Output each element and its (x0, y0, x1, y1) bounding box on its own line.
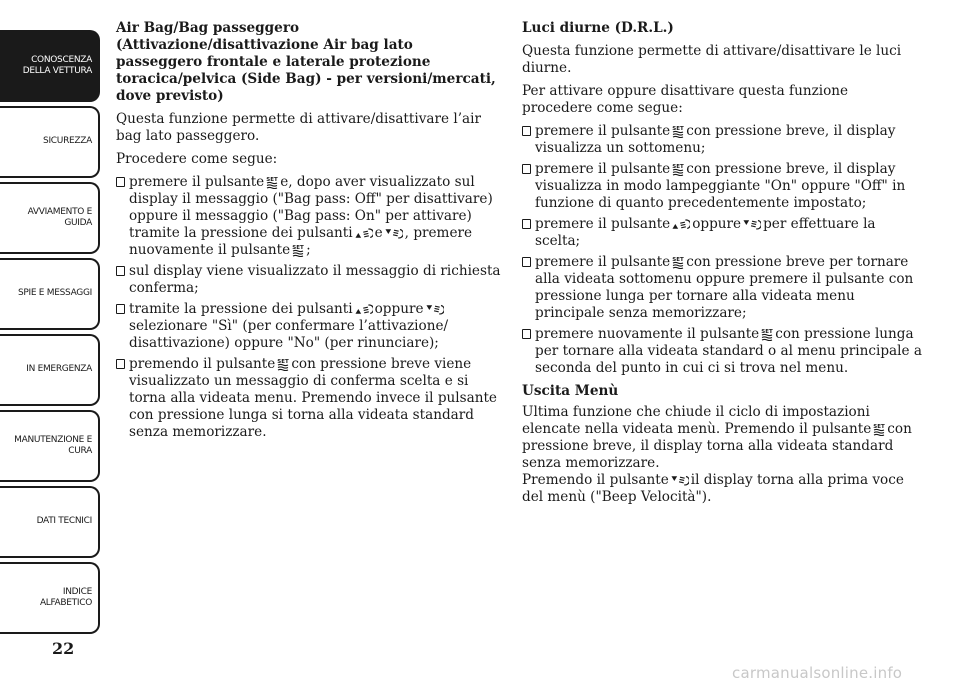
section-heading-airbag: Air Bag/Bag passeggero (Attivazione/disattivazione Air bag lato passeggero frontale e laterale protezione toracica/pelvica (Side Bag) - per versioni/mercati, dove previsto) (116, 20, 496, 104)
tab-spie-e-messaggi[interactable]: SPIE E MESSAGGI (0, 258, 100, 330)
steps-list (522, 123, 922, 377)
procedure-label: Procedere come segue: (116, 151, 278, 167)
set-button-icon (672, 124, 684, 138)
checkbox-bullet-icon (116, 304, 125, 314)
svg-text:SET: SET (761, 329, 773, 335)
list-item: premere il pulsante SET con pressione breve, il display visualizza un sottomenu; (522, 123, 922, 157)
intro-paragraph: Questa funzione permette di attivare/disattivare le luci diurne. (522, 43, 902, 76)
up-button-icon (355, 302, 373, 316)
left-column (116, 20, 501, 447)
tab-in-emergenza[interactable]: IN EMERGENZA (0, 334, 100, 406)
down-button-icon (385, 226, 403, 240)
list-item: premere nuovamente il pulsante SET con pressione lunga per tornare alla videata standard o al menu principale a seconda del punto in cui ci si trova nel menu. (522, 326, 922, 377)
intro-paragraph: Questa funzione permette di attivare/disattivare l’air bag lato passeggero. (116, 111, 481, 144)
checkbox-bullet-icon (116, 177, 125, 187)
set-button-icon (277, 357, 289, 371)
set-button-icon (873, 422, 885, 436)
down-button-icon (671, 473, 689, 487)
down-button-icon (426, 302, 444, 316)
tab-avviamento-e-guida[interactable]: AVVIAMENTO E GUIDA (0, 182, 100, 254)
svg-text:SET: SET (292, 245, 304, 251)
checkbox-bullet-icon (116, 266, 125, 276)
svg-text:SET: SET (873, 424, 886, 430)
page-number: 22 (52, 639, 75, 658)
list-item: tramite la pressione dei pulsanti oppure selezionare "Sì" (per confermare l’attivazione/ disattivazione) oppure "No" (per rinunciare); (116, 301, 501, 352)
svg-text:SET: SET (266, 177, 278, 183)
checkbox-bullet-icon (522, 329, 531, 339)
tab-dati-tecnici[interactable]: DATI TECNICI (0, 486, 100, 558)
set-button-icon (761, 327, 773, 341)
svg-text:SET: SET (277, 359, 290, 365)
svg-text:SET: SET (672, 257, 684, 263)
checkbox-bullet-icon (522, 164, 531, 174)
section-heading-drl: Luci diurne (D.R.L.) (522, 20, 674, 36)
list-item: premere il pulsante SET e, dopo aver visualizzato sul display il messaggio ("Bag pass: Off" per disattivare) oppure il messaggio ("Bag pass: On" per attivare) tramite la pressione dei pulsanti e , premere nuovamente il pulsante SET ; (116, 174, 501, 259)
down-button-icon (743, 217, 761, 231)
checkbox-bullet-icon (116, 359, 125, 369)
steps-list (116, 174, 501, 441)
list-item: premendo il pulsante SET con pressione breve viene visualizzato un messaggio di conferma scelta e si torna alla videata menu. Premendo invece il pulsante con pressione lunga si torna alla videata standard senza memorizzare. (116, 356, 501, 441)
list-item: premere il pulsante SET con pressione breve, il display visualizza in modo lampeggiante "On" oppure "Off" in funzione di quanto precedentemente impostato; (522, 161, 922, 212)
exit-paragraph: Ultima funzione che chiude il ciclo di impostazioni elencate nella videata menù. Premendo il pulsante SET con pressione breve, il display torna alla videata standard senza memorizzare. Premendo il pulsante il display torna alla prima voce del menù ("Beep Velocità"). (522, 404, 912, 505)
set-button-icon (672, 162, 684, 176)
tab-manutenzione-e-cura[interactable]: MANUTENZIONE E CURA (0, 410, 100, 482)
watermark: carmanualsonline.info (732, 664, 903, 682)
list-item: sul display viene visualizzato il messaggio di richiesta conferma; (116, 263, 501, 297)
set-button-icon (266, 175, 278, 189)
svg-text:SET: SET (672, 126, 684, 132)
up-button-icon (672, 217, 690, 231)
set-button-icon (672, 255, 684, 269)
svg-text:SET: SET (672, 164, 684, 170)
set-button-icon (292, 243, 304, 257)
list-item: premere il pulsante SET con pressione breve per tornare alla videata sottomenu oppure premere il pulsante con pressione lunga per tornare alla videata menu principale senza memorizzare; (522, 254, 922, 322)
up-button-icon (355, 226, 373, 240)
checkbox-bullet-icon (522, 257, 531, 267)
tab-sicurezza[interactable]: SICUREZZA (0, 106, 100, 178)
right-column (522, 20, 922, 506)
tab-conoscenza-della-vettura[interactable]: CONOSCENZA DELLA VETTURA (0, 30, 100, 102)
tab-indice-alfabetico[interactable]: INDICE ALFABETICO (0, 562, 100, 634)
checkbox-bullet-icon (522, 219, 531, 229)
section-heading-uscita-menu: Uscita Menù (522, 383, 619, 399)
checkbox-bullet-icon (522, 126, 531, 136)
procedure-paragraph: Per attivare oppure disattivare questa funzione procedere come segue: (522, 83, 849, 116)
list-item: premere il pulsante oppure per effettuare la scelta; (522, 216, 922, 250)
